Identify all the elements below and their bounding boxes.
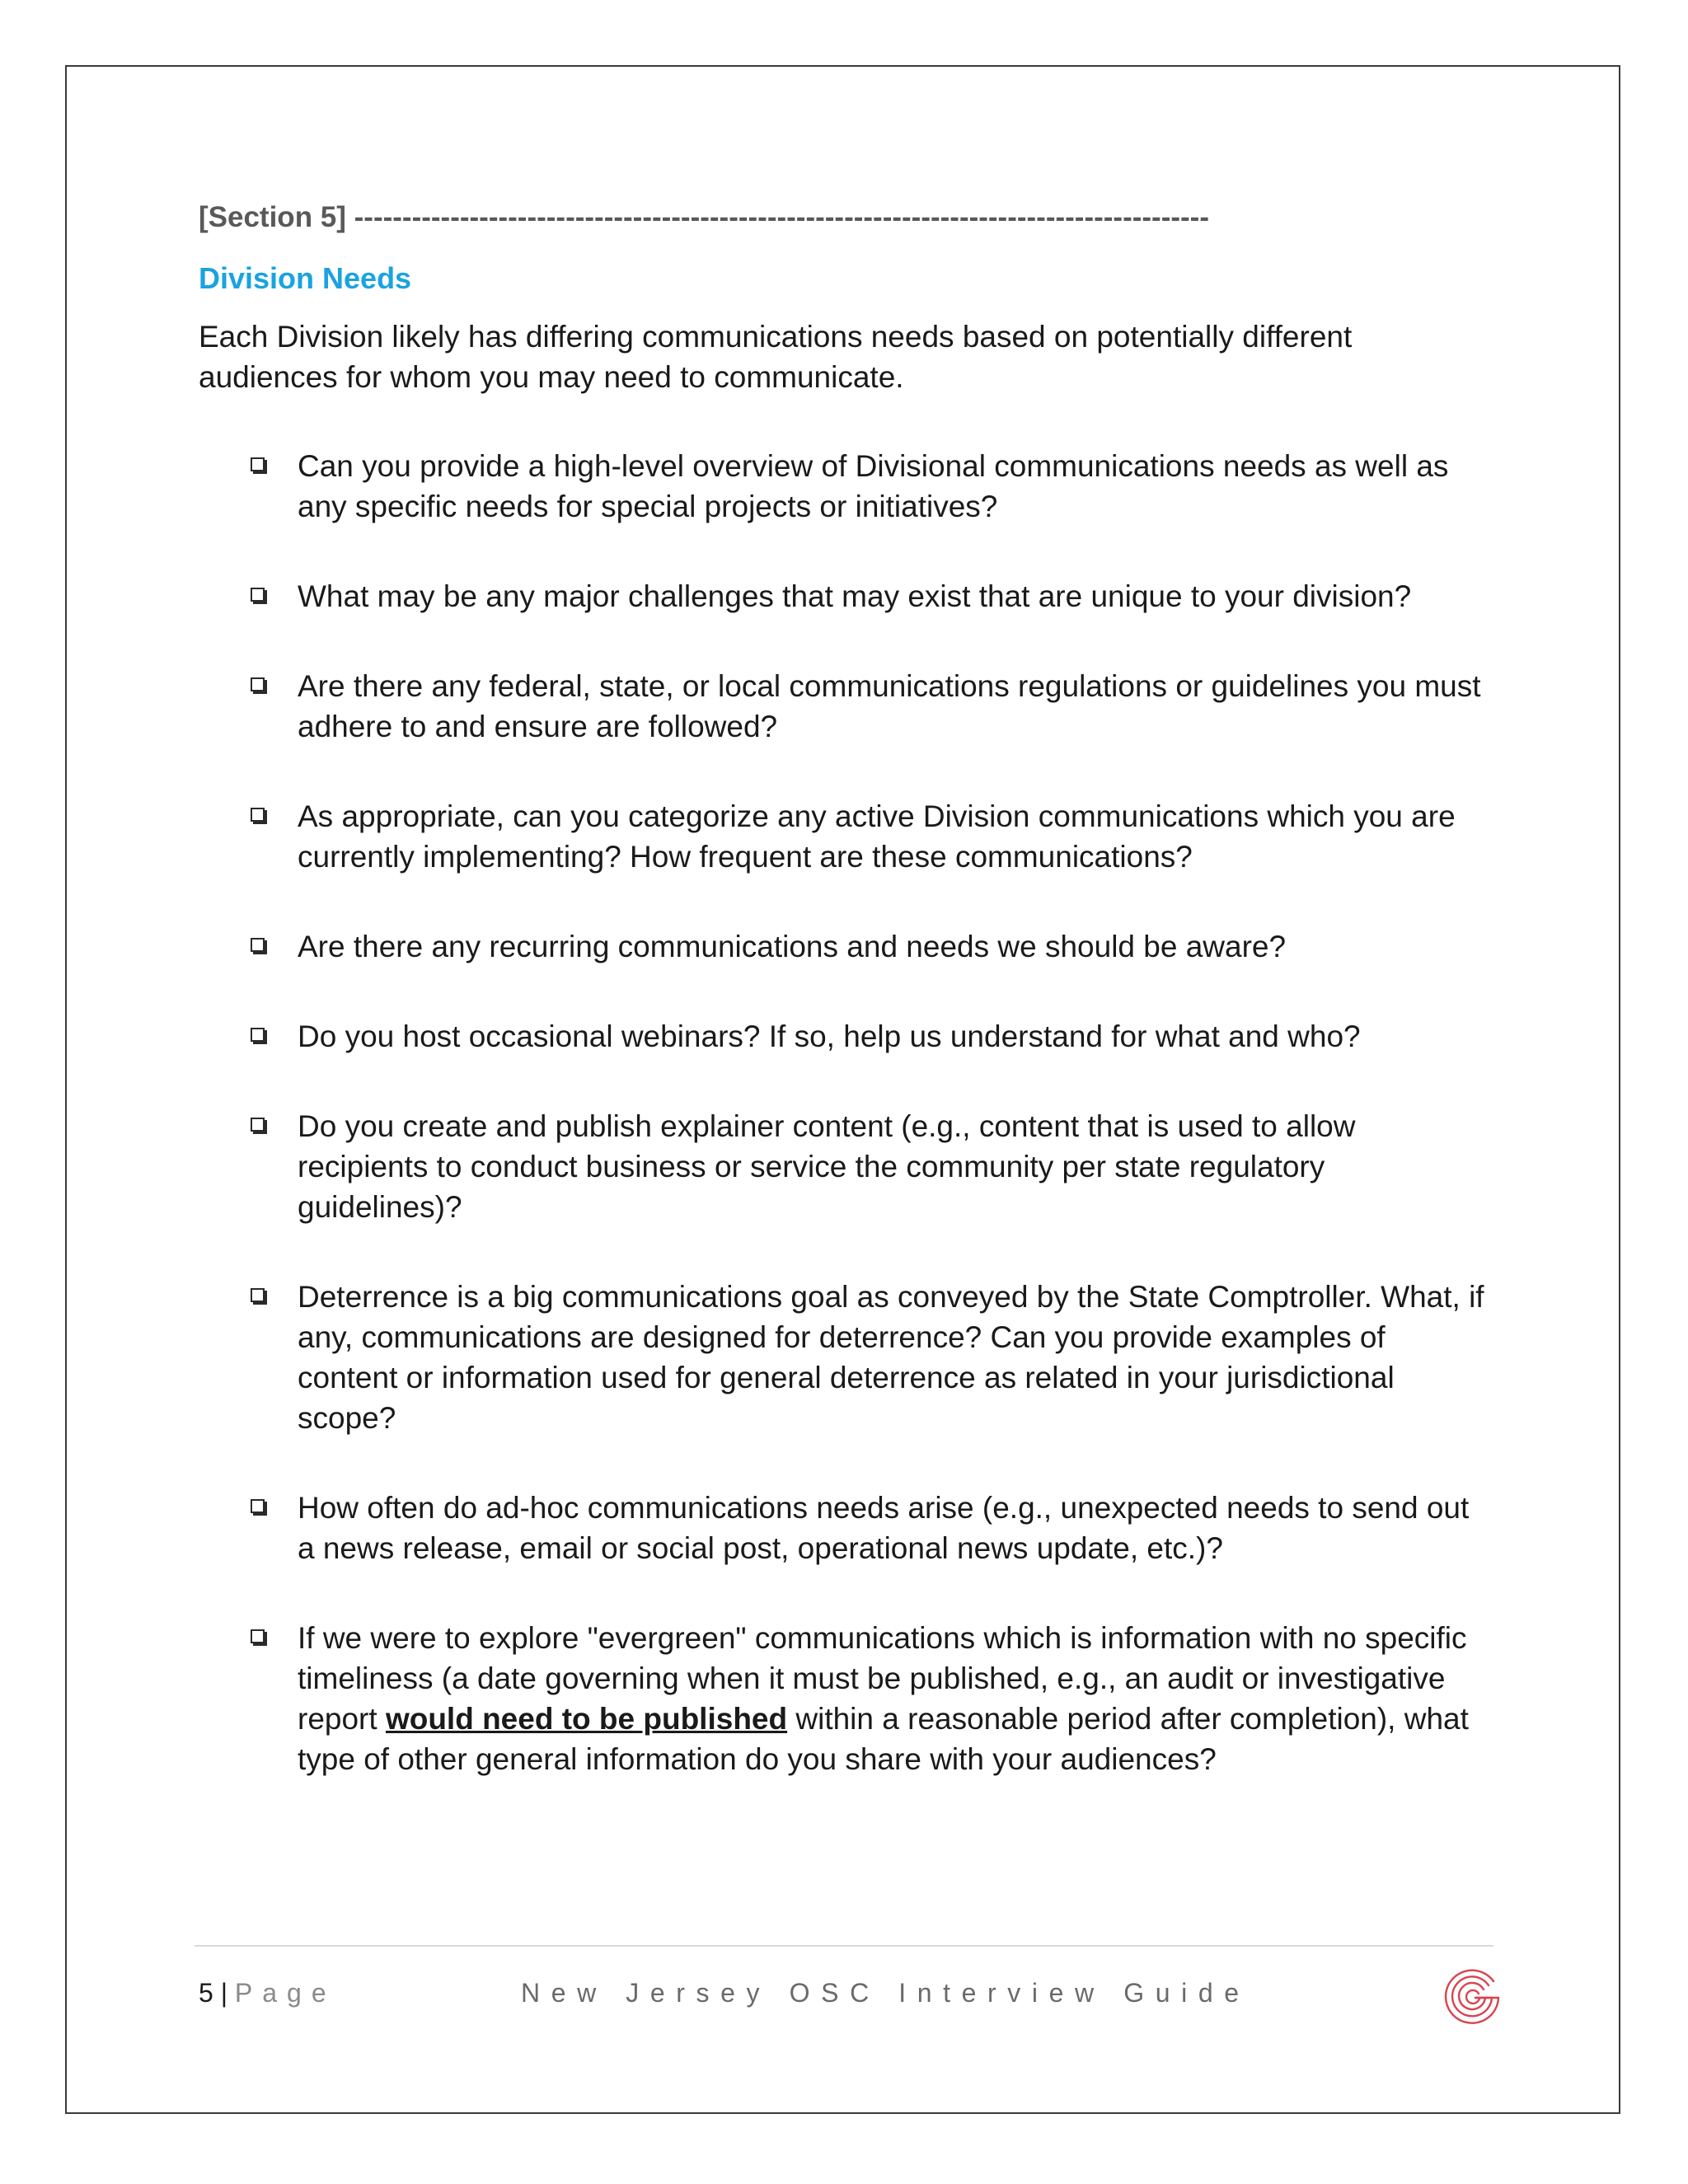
question-text: What may be any major challenges that may exist that are unique to your division? bbox=[298, 579, 1412, 613]
checkbox-icon bbox=[251, 1118, 265, 1132]
checkbox-icon bbox=[251, 588, 265, 602]
circular-g-logo-icon bbox=[1444, 1968, 1503, 2027]
list-item bbox=[199, 576, 1484, 616]
section-divider: ----------------------------------------------------------------------------------------- bbox=[354, 201, 1209, 233]
list-item bbox=[199, 926, 1484, 967]
intro-paragraph: Each Division likely has differing communications needs based on potentially different audiences for whom you may need to communicate. bbox=[199, 320, 1353, 394]
checkbox-icon bbox=[251, 1499, 265, 1513]
list-item bbox=[199, 1016, 1484, 1057]
question-text: Do you host occasional webinars? If so, help us understand for what and who? bbox=[298, 1019, 1361, 1053]
question-text: How often do ad-hoc communications needs arise (e.g., unexpected needs to send out a news release, email or social post, operational news update, etc.)? bbox=[298, 1491, 1470, 1565]
list-item bbox=[199, 796, 1484, 877]
question-text: Can you provide a high-level overview of Divisional communications needs as well as any specific needs for special projects or initiatives? bbox=[298, 449, 1449, 523]
footer-page-label bbox=[199, 1976, 336, 2009]
checkbox-icon bbox=[251, 677, 265, 691]
page-word: Page bbox=[234, 1978, 336, 2008]
page-number: 5 bbox=[199, 1978, 213, 2008]
list-item bbox=[199, 666, 1484, 747]
question-text: Are there any recurring communications and needs we should be aware? bbox=[298, 930, 1287, 963]
checkbox-icon bbox=[251, 1288, 265, 1302]
document-body bbox=[199, 196, 1484, 1829]
footer-divider bbox=[195, 1945, 1493, 1947]
emphasized-text: would need to be published bbox=[385, 1702, 788, 1736]
checkbox-icon bbox=[251, 1629, 265, 1643]
question-text-before: If we were to explore "evergreen" communications which is information with no specific timeliness (a date governing when it must be published, e.g., an audit or investigative report bbox=[298, 1621, 1467, 1736]
question-text: Are there any federal, state, or local communications regulations or guidelines you must adhere to and ensure are followed? bbox=[298, 669, 1481, 743]
list-item bbox=[199, 1277, 1484, 1438]
section-header bbox=[199, 196, 1484, 239]
question-text: Deterrence is a big communications goal as conveyed by the State Comptroller. What, if any, communications are designed for deterrence? Can you provide examples of content or information used for general deterrence as related in your jurisdictional scope? bbox=[298, 1280, 1484, 1435]
checkbox-icon bbox=[251, 457, 265, 471]
page-title: Division Needs bbox=[199, 261, 412, 295]
question-list bbox=[199, 446, 1484, 1779]
list-item bbox=[199, 1106, 1484, 1227]
footer-guide-title: New Jersey OSC Interview Guide bbox=[521, 1978, 1250, 2008]
question-text-after: within a reasonable period after completion), what type of other general information do you share with your audiences? bbox=[298, 1702, 1469, 1776]
page-separator: | bbox=[213, 1978, 235, 2008]
question-text: As appropriate, can you categorize any active Division communications which you are currently implementing? How frequent are these communications? bbox=[298, 799, 1456, 874]
checkbox-icon bbox=[251, 938, 265, 952]
question-text: Do you create and publish explainer content (e.g., content that is used to allow recipients to conduct business or service the community per state regulatory guidelines)? bbox=[298, 1109, 1356, 1224]
list-item bbox=[199, 446, 1484, 527]
checkbox-icon bbox=[251, 808, 265, 822]
checkbox-icon bbox=[251, 1028, 265, 1042]
list-item bbox=[199, 1488, 1484, 1568]
list-item bbox=[199, 1618, 1484, 1779]
section-label: [Section 5] bbox=[199, 201, 346, 233]
